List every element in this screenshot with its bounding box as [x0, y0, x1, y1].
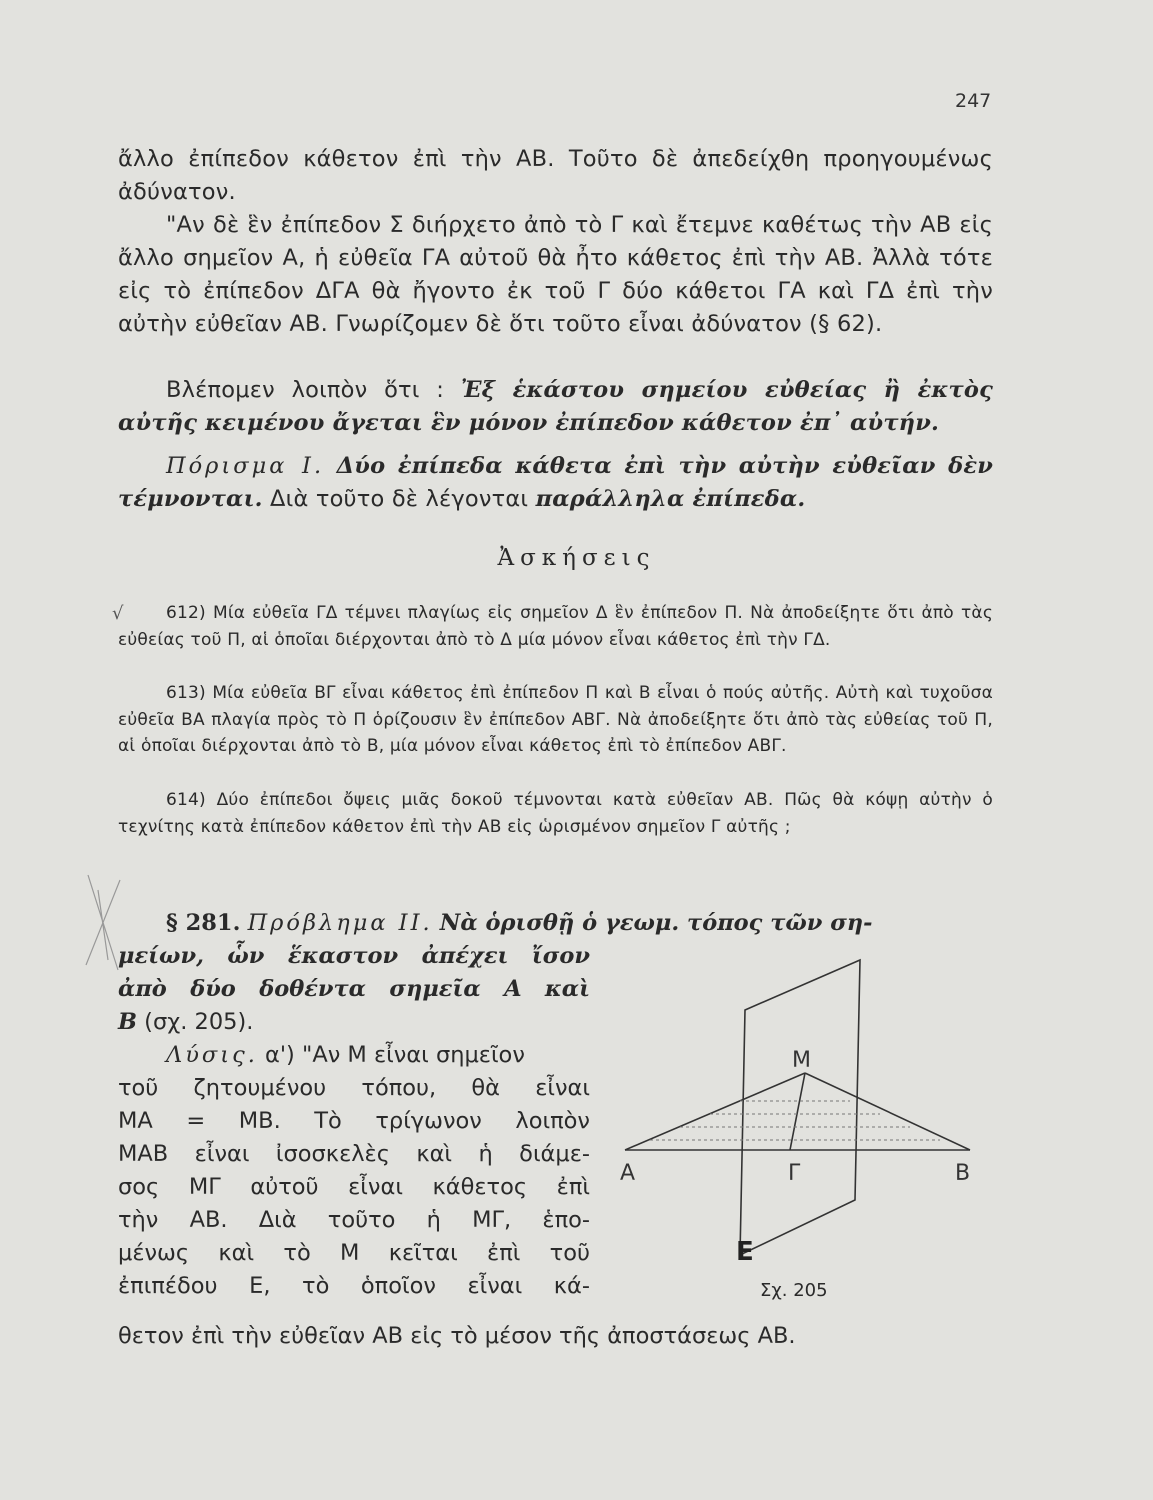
paragraph-3-lead: Βλέπομεν λοιπὸν ὅτι :: [166, 377, 461, 403]
solution-text-3: ΜΑ = ΜΒ. Τὸ τρίγωνον λοιπὸν: [118, 1108, 590, 1134]
corollary: [118, 450, 993, 516]
segment-am: [625, 1073, 805, 1150]
paragraph-3: [118, 374, 993, 440]
solution-text-6: τὴν ΑΒ. Διὰ τοῦτο ἡ ΜΓ, ἑπο-: [118, 1207, 590, 1233]
problem-statement-4: [118, 1006, 590, 1039]
page-number: 247: [955, 90, 992, 112]
figure-reference: (σχ. 205).: [137, 1009, 254, 1035]
corollary-title: Πόρισμα Ι.: [166, 453, 325, 479]
segment-mg: [790, 1073, 805, 1150]
label-m: Μ: [792, 1048, 811, 1073]
problem-title: Πρόβλημα ΙΙ.: [247, 910, 433, 936]
solution-text-8: ἐπιπέδου Ε, τὸ ὁποῖον εἶναι κά-: [118, 1273, 590, 1299]
section-281-line-1: [118, 907, 993, 940]
solution-text-4: ΜΑΒ εἶναι ἰσοσκελὲς καὶ ἡ διάμε-: [118, 1141, 590, 1167]
problem-statement-3: ἀπὸ δύο δοθέντα σημεῖα Α καὶ: [118, 976, 590, 1002]
solution-title: Λύσις.: [166, 1042, 258, 1068]
label-a: Α: [620, 1161, 636, 1186]
exercise-613: 613) Μία εὐθεῖα ΒΓ εἶναι κάθετος ἐπὶ ἐπίπεδον Π καὶ Β εἶναι ὁ πούς αὐτῆς. Αὐτὴ καὶ τυχοῦσα εὐθεῖα ΒΑ πλαγία πρὸς τὸ Π ὁρίζουσιν ἓν ἐπίπεδον ΑΒΓ. Νὰ ἀποδείξητε ὅτι ἀπὸ τὰς εὐθείας τοῦ Π, αἱ ὁποῖαι διέρχονται ἀπὸ τὸ Β, μία μόνον εἶναι κάθετος ἐπὶ τὸ ἐπίπεδον ΑΒΓ.: [118, 683, 993, 757]
label-g: Γ: [788, 1161, 801, 1186]
paragraph-2: "Αν δὲ ἓν ἐπίπεδον Σ διήρχετο ἀπὸ τὸ Γ καὶ ἔτεμνε καθέτως τὴν ΑΒ εἰς ἄλλο σημεῖον Α, ἡ εὐθεῖα ΓΑ αὐτοῦ θὰ ἦτο κάθετος ἐπὶ τὴν ΑΒ. Ἀλλὰ τότε εἰς τὸ ἐπίπεδον ΔΓΑ θὰ ἤγοντο ἐκ τοῦ Γ δύο κάθετοι ΓΑ καὶ ΓΔ ἐπὶ τὴν αὐτὴν εὐθεῖαν ΑΒ. Γνωρίζομεν δὲ ὅτι τοῦτο εἶναι ἀδύνατον (§ 62).: [118, 212, 993, 337]
solution-last-line: θετον ἐπὶ τὴν εὐθεῖαν ΑΒ εἰς τὸ μέσον τῆς ἀποστάσεως ΑΒ.: [118, 1323, 796, 1349]
plane-e: [740, 960, 860, 1255]
problem-statement-2: μείων, ὧν ἕκαστον ἀπέχει ἴσον: [118, 943, 590, 969]
solution-text-2: τοῦ ζητουμένου τόπου, θὰ εἶναι: [118, 1075, 590, 1101]
solution-text-1: α') "Αν Μ εἶναι σημεῖον: [257, 1042, 525, 1068]
corollary-statement: Δύο ἐπίπεδα κάθετα ἐπὶ τὴν αὐτὴν εὐθεῖαν δὲν τέμνονται.: [118, 453, 994, 512]
exercise-614: 614) Δύο ἐπίπεδοι ὄψεις μιᾶς δοκοῦ τέμνονται κατὰ εὐθεῖαν ΑΒ. Πῶς θὰ κόψῃ αὐτὴν ὁ τεχνίτης κατὰ ἐπίπεδον κάθετον ἐπὶ τὴν ΑΒ εἰς ὡρισμένον σημεῖον Γ αὐτῆς ;: [118, 790, 993, 837]
label-b: Β: [955, 1161, 971, 1186]
section-number: § 281.: [166, 910, 241, 936]
figure-caption: Σχ. 205: [760, 1280, 828, 1301]
problem-statement-1: Νὰ ὁρισθῇ ὁ γεωμ. τόπος τῶν ση-: [439, 910, 873, 936]
corollary-mid: Διὰ τοῦτο δὲ λέγονται: [262, 486, 536, 512]
solution-line-1: [118, 1039, 590, 1072]
label-e: Ε: [736, 1237, 754, 1267]
corollary-term: παράλληλα ἐπίπεδα.: [535, 486, 806, 512]
paragraph-1: ἄλλο ἐπίπεδον κάθετον ἐπὶ τὴν ΑΒ. Τοῦτο δὲ ἀπεδείχθη προηγουμένως ἀδύνατον.: [118, 146, 993, 205]
exercises-heading: Ἀσκήσεις: [497, 545, 656, 571]
point-b-label: Β: [118, 1009, 138, 1035]
theorem-statement: Ἐξ ἑκάστου σημείου εὐθείας ἢ ἐκτὸς αὐτῆς κειμένου ἄγεται ἓν μόνον ἐπίπεδον κάθετον ἐπ᾽ αὐτήν.: [118, 377, 993, 436]
exercise-612: 612) Μία εὐθεῖα ΓΔ τέμνει πλαγίως εἰς σημεῖον Δ ἓν ἐπίπεδον Π. Νὰ ἀποδείξητε ὅτι ἀπὸ τὰς εὐθείας τοῦ Π, αἱ ὁποῖαι διέρχονται ἀπὸ τὸ Δ μία μόνον εἶναι κάθετος ἐπὶ τὴν ΓΔ.: [118, 603, 993, 650]
solution-text-7: μένως καὶ τὸ Μ κεῖται ἐπὶ τοῦ: [118, 1240, 590, 1266]
problem-statement-block: [118, 940, 590, 1303]
check-mark: √: [112, 603, 124, 624]
solution-text-5: σος ΜΓ αὐτοῦ εἶναι κάθετος ἐπὶ: [118, 1174, 590, 1200]
segment-mb: [805, 1073, 970, 1150]
figure-205: [610, 955, 990, 1275]
